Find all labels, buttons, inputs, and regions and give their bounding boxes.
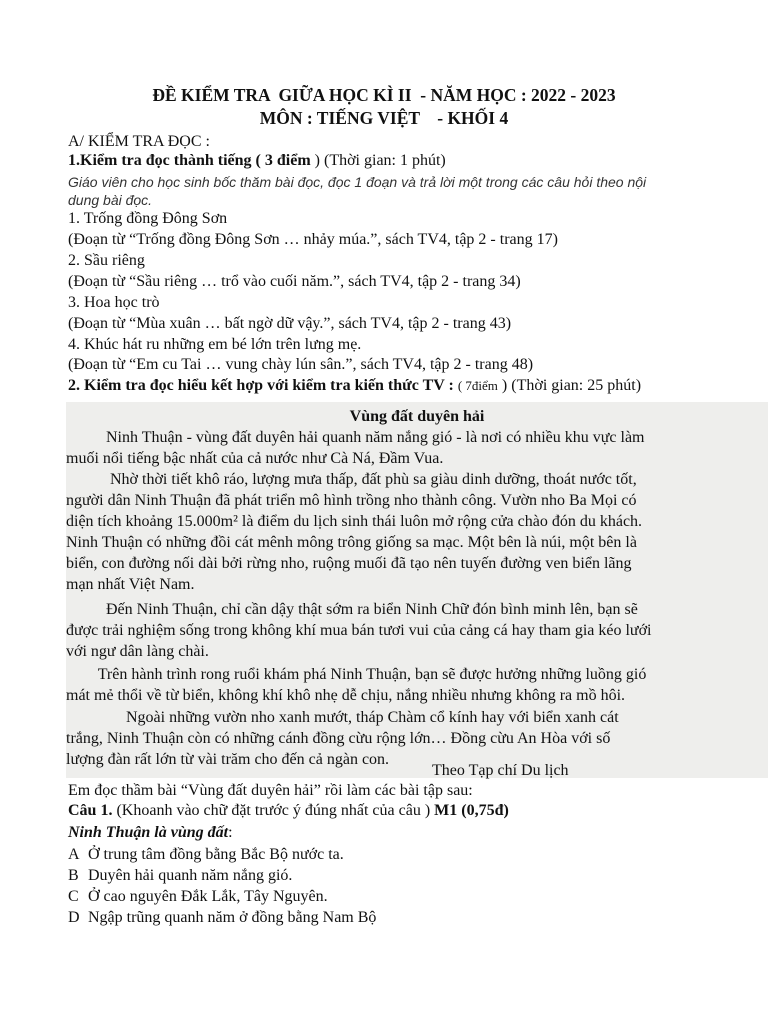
answer-option-d[interactable] bbox=[68, 908, 376, 928]
option-key: D bbox=[68, 909, 80, 926]
part2-title: 2. Kiểm tra đọc hiểu kết hợp với kiểm tra kiến thức TV : bbox=[68, 377, 454, 394]
passage-line: muối nổi tiếng bậc nhất của cả nước như Cà Ná, Đầm Vua. bbox=[66, 450, 444, 467]
passage-line: diện tích khoảng 15.000m² là điểm du lịch sinh thái luôn mở rộng cửa chào đón du khách. bbox=[66, 513, 643, 530]
passage-line: mạn nhất Việt Nam. bbox=[66, 576, 195, 593]
passage-line: trắng, Ninh Thuận còn có những cánh đồng cừu rộng lớn… Đồng cừu An Hòa với số bbox=[66, 730, 611, 747]
question-1-stem-text: Ninh Thuận là vùng đất bbox=[68, 824, 229, 841]
passage-line: Ngoài những vườn nho xanh mướt, tháp Chàm cổ kính hay với biển xanh cát bbox=[66, 709, 619, 726]
part2-time: ) (Thời gian: 25 phút) bbox=[501, 377, 642, 394]
passage-title: Vùng đất duyên hải bbox=[349, 408, 485, 425]
exam-title: ĐỀ KIỂM TRA GIỮA HỌC KÌ II - NĂM HỌC : 2022 - 2023 bbox=[152, 85, 616, 105]
reading-detail: (Đoạn từ “Trống đồng Đông Sơn … nhảy múa.”, sách TV4, tập 2 - trang 17) bbox=[68, 231, 558, 248]
passage-line: Đến Ninh Thuận, chỉ cần dậy thật sớm ra biển Ninh Chữ đón bình minh lên, bạn sẽ bbox=[66, 601, 638, 618]
reading-title: 3. Hoa học trò bbox=[68, 294, 160, 311]
option-text: Ở trung tâm đồng bằng Bắc Bộ nước ta. bbox=[88, 846, 344, 863]
passage-source: Theo Tạp chí Du lịch bbox=[432, 762, 569, 779]
teacher-note-line2: dung bài đọc. bbox=[68, 192, 153, 208]
question-1-stem bbox=[68, 823, 233, 843]
part1-points: ( 3 điểm bbox=[255, 152, 311, 169]
question-1-points: M1 (0,75đ) bbox=[434, 802, 509, 819]
questions-instruction: Em đọc thầm bài “Vùng đất duyên hải” rồi làm các bài tập sau: bbox=[68, 782, 473, 799]
passage-line: được trải nghiệm sống trong không khí mua bán tươi vui của cảng cá hay tham gia kéo lưới bbox=[66, 622, 652, 639]
reading-title: 4. Khúc hát ru những em bé lớn trên lưng mẹ. bbox=[68, 336, 362, 353]
part2-heading bbox=[68, 376, 641, 396]
answer-option-b[interactable] bbox=[68, 866, 292, 886]
teacher-note-line1: Giáo viên cho học sinh bốc thăm bài đọc, đọc 1 đoạn và trả lời một trong các câu hỏi theo nội bbox=[68, 174, 647, 190]
question-1-instruction: (Khoanh vào chữ đặt trước ý đúng nhất của câu ) bbox=[116, 802, 431, 819]
answer-option-c[interactable] bbox=[68, 887, 328, 907]
reading-passage bbox=[66, 402, 768, 778]
question-1-header bbox=[68, 801, 509, 821]
passage-line: Nhờ thời tiết khô ráo, lượng mưa thấp, đất phù sa giàu dinh dưỡng, thoát nước tốt, bbox=[66, 471, 637, 488]
passage-line: người dân Ninh Thuận đã phát triển mô hình trồng nho thành công. Vườn nho Ba Mọi có bbox=[66, 492, 637, 509]
passage-line: lượng đàn rất lớn từ vài trăm cho đến cả ngàn con. bbox=[66, 751, 390, 768]
question-1-label: Câu 1. bbox=[68, 802, 113, 819]
part1-title: 1.Kiểm tra đọc thành tiếng bbox=[68, 152, 252, 169]
option-text: Ở cao nguyên Đắk Lắk, Tây Nguyên. bbox=[88, 888, 328, 905]
passage-line: Trên hành trình rong ruổi khám phá Ninh Thuận, bạn sẽ được hưởng những luồng gió bbox=[66, 666, 647, 683]
passage-line: Ninh Thuận có những đồi cát mênh mông trông giống sa mạc. Một bên là núi, một bên là bbox=[66, 534, 637, 551]
option-text: Ngập trũng quanh năm ở đồng bằng Nam Bộ bbox=[88, 909, 377, 926]
part2-points: ( 7điểm bbox=[457, 378, 498, 393]
reading-title: 2. Sầu riêng bbox=[68, 252, 145, 269]
answer-option-a[interactable] bbox=[68, 845, 344, 865]
option-key: B bbox=[68, 867, 79, 884]
passage-line: biển, con đường nối dài bởi rừng nho, ruộng muối đã tạo nên tuyến đường ven biển lãng bbox=[66, 555, 632, 572]
passage-line: mát mẻ thổi về từ biển, không khí khô nhẹ dễ chịu, nắng nhiều nhưng không ra mồ hôi. bbox=[66, 687, 626, 704]
option-text: Duyên hải quanh năm nắng gió. bbox=[88, 867, 293, 884]
reading-title: 1. Trống đồng Đông Sơn bbox=[68, 210, 228, 227]
subject-title: MÔN : TIẾNG VIỆT - KHỐI 4 bbox=[259, 108, 509, 128]
section-a-heading: A/ KIỂM TRA ĐỌC : bbox=[68, 133, 210, 150]
option-key: C bbox=[68, 888, 79, 905]
passage-line: Ninh Thuận - vùng đất duyên hải quanh năm nắng gió - là nơi có nhiều khu vực làm bbox=[66, 429, 645, 446]
passage-line: với ngư dân làng chài. bbox=[66, 643, 209, 660]
question-1-stem-colon: : bbox=[228, 824, 233, 841]
option-key: A bbox=[68, 846, 80, 863]
part1-time: ) (Thời gian: 1 phút) bbox=[314, 152, 446, 169]
reading-detail: (Đoạn từ “Sầu riêng … trổ vào cuối năm.”, sách TV4, tập 2 - trang 34) bbox=[68, 273, 521, 290]
reading-detail: (Đoạn từ “Em cu Tai … vung chày lún sân.”, sách TV4, tập 2 - trang 48) bbox=[68, 356, 534, 373]
part1-heading bbox=[68, 151, 446, 171]
reading-detail: (Đoạn từ “Mùa xuân … bất ngờ dữ vậy.”, sách TV4, tập 2 - trang 43) bbox=[68, 315, 512, 332]
